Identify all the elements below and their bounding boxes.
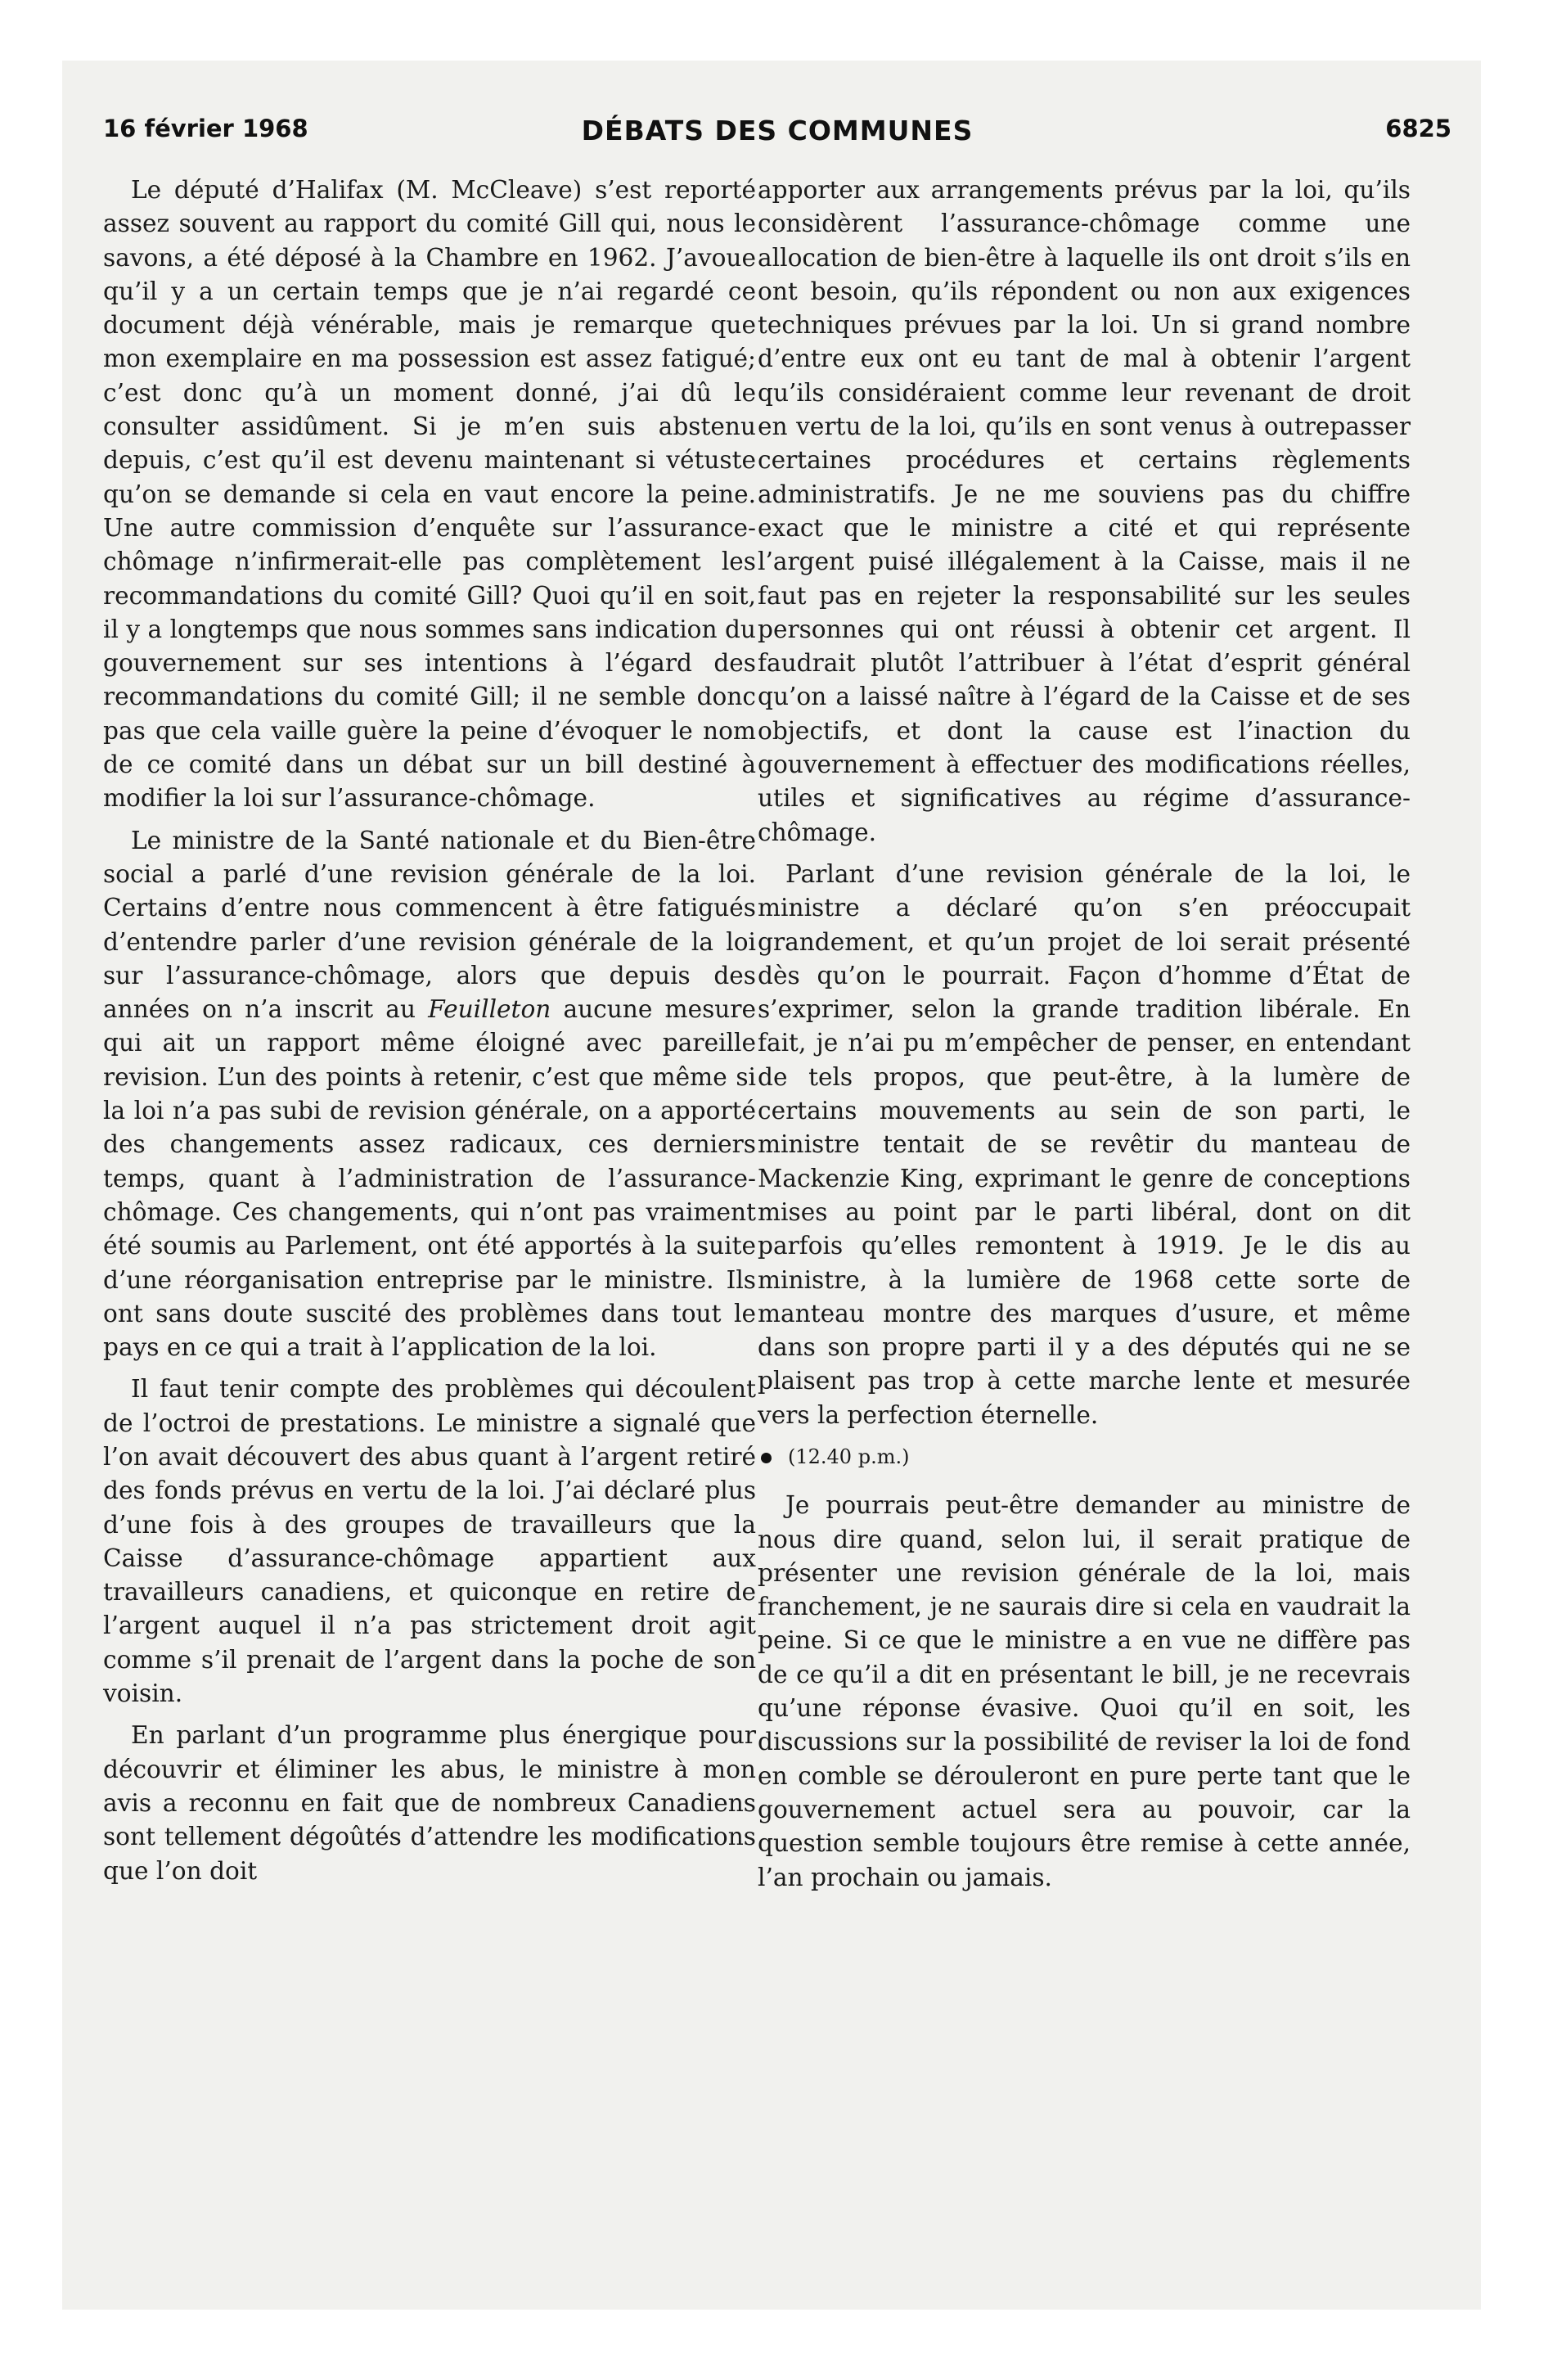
paragraph: En parlant d’un programme plus énergique pour découvrir et éliminer les abus, le ministre à mon avis a reconnu en fait que de nombreux Canadiens sont tellement dégoûtés d’attendre les modifications que l’on doit [103, 1721, 756, 1885]
paragraph: apporter aux arrangements prévus par la loi, qu’ils considèrent l’assurance-chômage comme une allocation de bien-être à laquelle ils ont droit s’ils en ont besoin, qu’ils répondent ou non aux exigences techniques prévues par la loi. Un si grand nombre d’entre eux ont eu tant de mal à obtenir l’argent qu’ils considéraient comme leur revenant de droit en vertu de la loi, qu’ils en sont venus à outrepasser certaines procédures et certains règlements administratifs. Je ne me souviens pas du chiffre exact que le ministre a cité et qui représente l’argent puisé illégalement à la Caisse, mais il ne faut pas en rejeter la responsabilité sur les seules personnes qui ont réussi à obtenir cet argent. Il faudrait plutôt l’attribuer à l’état d’esprit général qu’on a laissé naître à l’égard de la Caisse et de ses objectifs, et dont la cause est l’inaction du gouvernement à effectuer des modifications réelles, utiles et significatives au régime d’assurance-chômage. [758, 176, 1411, 846]
bullet-icon [761, 1453, 772, 1463]
time-marker [758, 1440, 1411, 1474]
paragraph: Parlant d’une revision générale de la loi, le ministre a déclaré qu’on s’en préoccupait grandement, et qu’un projet de loi serait présenté dès qu’on le pourrait. Façon d’homme d’État de s’exprimer, selon la grande tradition libérale. En fait, je n’ai pu m’empêcher de penser, en entendant de tels propos, que peut-être, à la lumère de certains mouvements au sein de son parti, le ministre tentait de se revêtir du manteau de Mackenzie King, exprimant le genre de conceptions mises au point par le parti libéral, dont on dit parfois qu’elles remontent à 1919. Je le dis au ministre, à la lumière de 1968 cette sorte de manteau montre des marques d’usure, et même dans son propre parti il y a des députés qui ne se plaisent pas trop à cette marche lente et mesurée vers la perfection éternelle. [758, 859, 1411, 1429]
paragraph: Je pourrais peut-être demander au ministre de nous dire quand, selon lui, il serait pratique de présenter une revision générale de la loi, mais franchement, je ne saurais dire si cela en vaudrait la peine. Si ce que le ministre a en vue ne diffère pas de ce qu’il a dit en présentant le bill, je ne recevrais qu’une réponse évasive. Quoi qu’il en soit, les discussions sur la possibilité de reviser la loi de fond en comble se dérouleront en pure perte tant que le gouvernement actuel sera au pouvoir, car la question semble toujours être remise à cette année, l’an prochain ou jamais. [758, 1491, 1411, 1891]
paragraph-text: Le ministre de la Santé nationale et du Bien-être social a parlé d’une revision générale de la loi. Certains d’entre nous commencent à être fatigués d’entendre parler d’une revision générale de la loi sur l’assurance-chômage, alors que depuis des années on n’a inscrit au [103, 826, 756, 1024]
italic-term: Feuilleton [428, 995, 551, 1024]
paragraph-text: aucune mesure qui ait un rapport même éloigné avec pareille revision. L’un des points à retenir, c’est que même si la loi n’a pas subi de revision générale, on a apporté des changements assez radicaux, ces derniers temps, quant à l’administration de l’assurance-chômage. Ces changements, qui n’ont pas vraiment été soumis au Parlement, ont été apportés à la suite d’une réorganisation entreprise par le ministre. Ils ont sans doute suscité des problèmes dans tout le pays en ce qui a trait à l’application de la loi. [103, 995, 756, 1362]
paragraph: Le député d’Halifax (M. McCleave) s’est reporté assez souvent au rapport du comité Gill qui, nous le savons, a été déposé à la Chambre en 1962. J’avoue qu’il y a un certain temps que je n’ai regardé ce document déjà vénérable, mais je remarque que mon exemplaire en ma possession est assez fatigué; c’est donc qu’à un moment donné, j’ai dû le consulter assidûment. Si je m’en suis abstenu depuis, c’est qu’il est devenu maintenant si vétuste qu’on se demande si cela en vaut encore la peine. Une autre commission d’enquête sur l’assurance-chômage n’infirmerait-elle pas complètement les recommandations du comité Gill? Quoi qu’il en soit, il y a longtemps que nous sommes sans indication du gouvernement sur ses intentions à l’égard des recommandations du comité Gill; il ne semble donc pas que cela vaille guère la peine d’évoquer le nom de ce comité dans un débat sur un bill destiné à modifier la loi sur l’assurance-chômage. [103, 176, 756, 813]
left-column [103, 174, 756, 1896]
header-date: 16 février 1968 [103, 115, 308, 142]
right-column [758, 174, 1411, 1903]
page [62, 61, 1481, 2310]
header-title: DÉBATS DES COMMUNES [581, 115, 974, 146]
paragraph [103, 824, 756, 1365]
page-number: 6825 [1385, 115, 1451, 142]
paragraph: Il faut tenir compte des problèmes qui découlent de l’octroi de prestations. Le ministre a signalé que l’on avait découvert des abus quant à l’argent retiré des fonds prévus en vertu de la loi. J’ai déclaré plus d’une fois à des groupes de travailleurs que la Caisse d’assurance-chômage appartient aux travailleurs canadiens, et quiconque en retire de l’argent auquel il n’a pas strictement droit agit comme s’il prenait de l’argent dans la poche de son voisin. [103, 1375, 756, 1708]
page-header [103, 115, 1451, 151]
time-marker-text: (12.40 p.m.) [788, 1445, 910, 1468]
